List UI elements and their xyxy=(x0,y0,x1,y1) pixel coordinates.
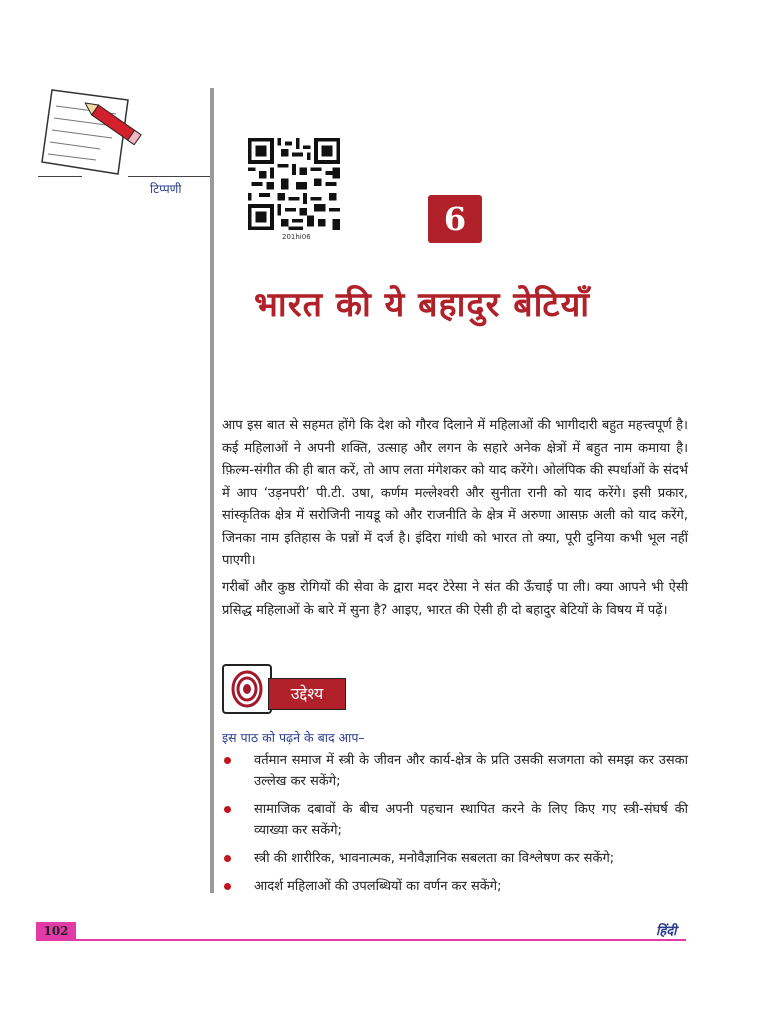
bullet-icon xyxy=(224,855,231,862)
qr-code[interactable] xyxy=(244,138,344,230)
intro-paragraph-1: आप इस बात से सहमत होंगे कि देश को गौरव दिलाने में महिलाओं की भागीदारी बहुत महत्त्वपूर्ण है। कई महिलाओं ने अपनी शक्ति, उत्साह और लगन के सहारे अनेक क्षेत्रों में बहुत नाम कमाया है। फ़िल्म-संगीत की ही बात करें, तो आप लता मंगेशकर को याद करेंगे। ओलंपिक की स्पर्धाओं के संदर्भ में आप ‘उड़नपरी’ पी.टी. उषा, कर्णम मल्लेश्वरी और सुनीता रानी को याद करेंगे। इसी प्रकार, सांस्कृतिक क्षेत्र में सरोजिनी नायडू को और राजनीति के क्षेत्र में अरुणा आसफ़ अली को याद करेंगे, जिनका नाम इतिहास के पन्नों में दर्ज है। इंदिरा गांधी को भारत तो क्या, पूरी दुनिया कभी भूल नहीं पाएगी। xyxy=(222,418,688,568)
chapter-title: भारत की ये बहादुर बेटियाँ xyxy=(254,285,591,325)
bullet-icon xyxy=(224,883,231,890)
list-item: स्त्री की शारीरिक, भावनात्मक, मनोवैज्ञानिक सबलता का विश्लेषण कर सकेंगे; xyxy=(222,848,688,869)
notepad-pencil-icon xyxy=(38,86,148,178)
margin-divider-right xyxy=(128,176,210,177)
list-item: सामाजिक दबावों के बीच अपनी पहचान स्थापित करने के लिए किए गए स्त्री-संघर्ष की व्याख्या कर सकेंगे; xyxy=(222,799,688,841)
margin-divider-left xyxy=(38,176,82,177)
target-icon xyxy=(224,666,270,712)
objectives-icon-frame xyxy=(222,664,272,714)
intro-paragraph-2: गरीबों और कुष्ठ रोगियों की सेवा के द्वारा मदर टेरेसा ने संत की ऊँचाई पा ली। क्या आपने भी ऐसी प्रसिद्ध महिलाओं के बारे में सुना है? आइए, भारत की ऐसी ही दो बहादुर बेटियों के विषय में पढ़ें। xyxy=(222,580,688,618)
qr-code-label: 201hi06 xyxy=(282,233,311,241)
margin-note-label: टिप्पणी xyxy=(150,182,182,196)
objectives-list xyxy=(222,750,688,904)
chapter-number: 6 xyxy=(428,195,482,243)
footer-rule xyxy=(36,939,686,941)
vertical-margin-rule xyxy=(210,88,214,893)
objectives-heading: उद्देश्य xyxy=(268,678,346,710)
list-item: आदर्श महिलाओं की उपलब्धियों का वर्णन कर सकेंगे; xyxy=(222,876,688,897)
list-item: वर्तमान समाज में स्त्री के जीवन और कार्य-क्षेत्र के प्रति उसकी सजगता को समझ कर उसका उल्लेख कर सकेंगे; xyxy=(222,750,688,792)
footer-subject: हिंदी xyxy=(656,924,677,939)
page-number: 102 xyxy=(36,922,76,940)
bullet-icon xyxy=(224,806,231,813)
bullet-icon xyxy=(224,757,231,764)
objectives-intro: इस पाठ को पढ़ने के बाद आप– xyxy=(222,730,365,745)
